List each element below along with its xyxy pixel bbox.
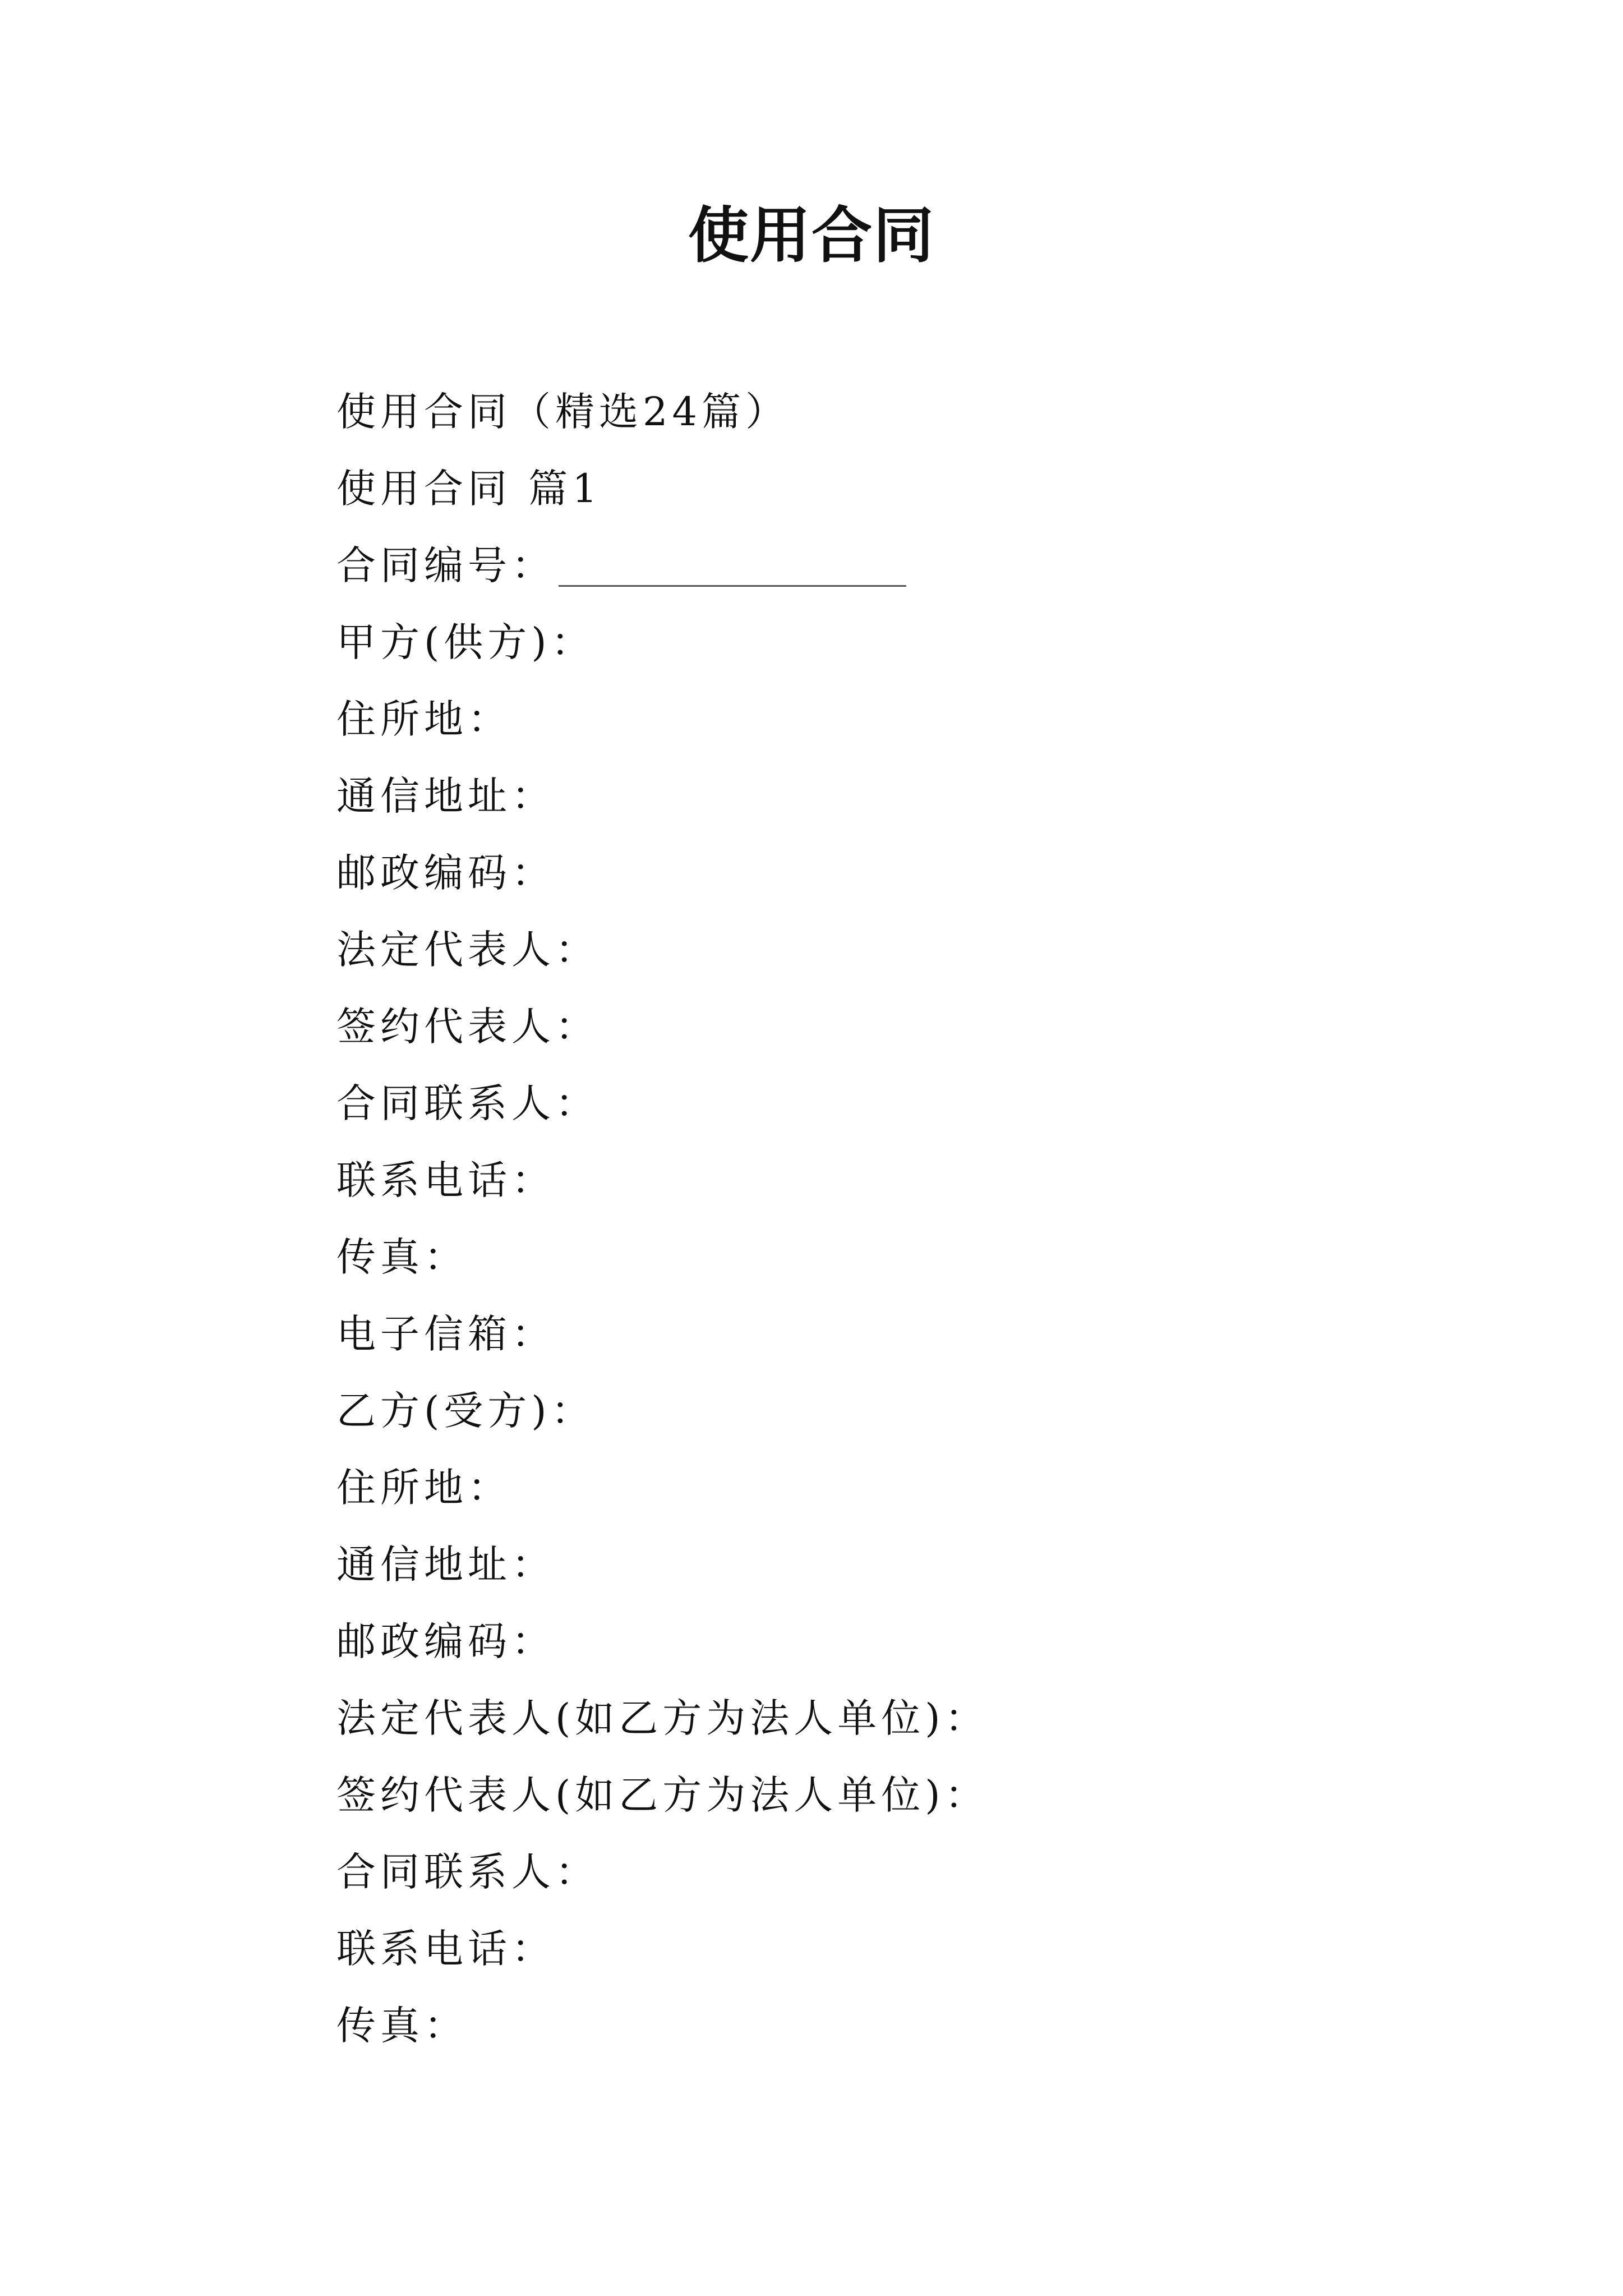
party-b-signing-representative: 签约代表人(如乙方为法人单位)： bbox=[336, 1772, 989, 1818]
party-b-heading: 乙方(受方)： bbox=[336, 1388, 595, 1434]
contract-number-label: 合同编号： bbox=[336, 542, 555, 588]
party-a-domicile: 住所地： bbox=[336, 696, 511, 742]
party-a-heading: 甲方(供方)： bbox=[336, 619, 595, 665]
party-b-mailing-address: 通信地址： bbox=[336, 1542, 555, 1588]
party-a-mailing-address: 通信地址： bbox=[336, 773, 555, 819]
collection-heading: 使用合同（精选24篇） bbox=[336, 389, 790, 435]
article-heading: 使用合同 篇1 bbox=[336, 466, 602, 512]
contract-number-blank bbox=[559, 551, 906, 587]
party-b-contact-person: 合同联系人： bbox=[336, 1849, 599, 1895]
party-a-legal-representative: 法定代表人： bbox=[336, 927, 599, 973]
party-b-postal-code: 邮政编码： bbox=[336, 1618, 555, 1664]
party-a-contact-person: 合同联系人： bbox=[336, 1080, 599, 1126]
party-b-domicile: 住所地： bbox=[336, 1465, 511, 1511]
party-b-legal-representative: 法定代表人(如乙方为法人单位)： bbox=[336, 1695, 989, 1741]
party-b-phone: 联系电话： bbox=[336, 1926, 555, 1972]
party-a-phone: 联系电话： bbox=[336, 1157, 555, 1203]
party-a-postal-code: 邮政编码： bbox=[336, 850, 555, 896]
party-b-fax: 传真： bbox=[336, 2003, 468, 2049]
document-title: 使用合同 bbox=[688, 200, 935, 271]
party-a-fax: 传真： bbox=[336, 1234, 468, 1280]
party-a-email: 电子信箱： bbox=[336, 1311, 555, 1357]
party-a-signing-representative: 签约代表人： bbox=[336, 1004, 599, 1050]
document-body bbox=[336, 374, 1458, 2064]
contract-number-line bbox=[336, 527, 1458, 604]
